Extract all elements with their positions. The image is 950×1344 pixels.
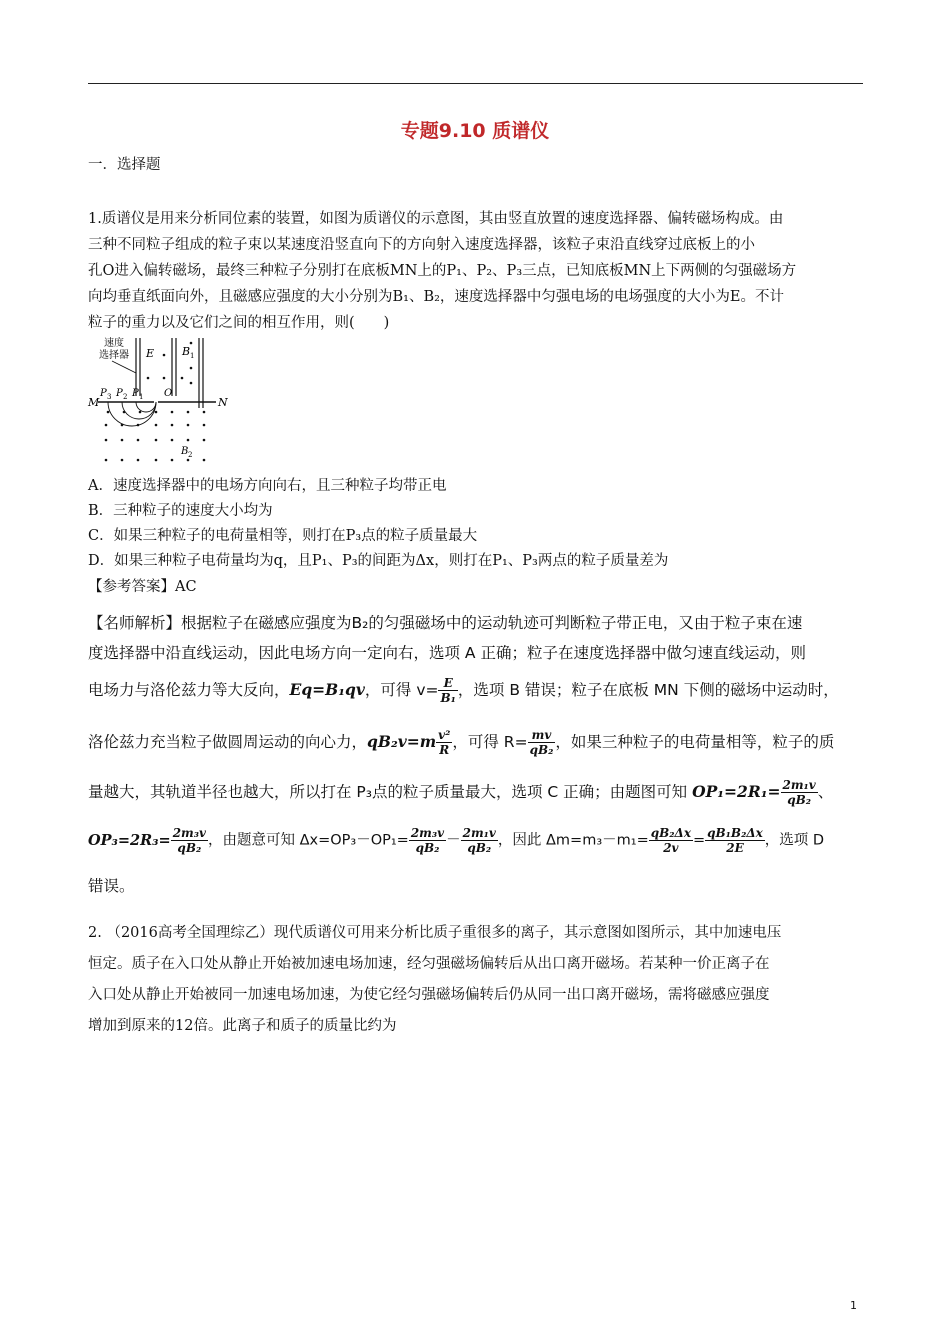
fraction-denominator: B₁: [440, 691, 456, 705]
analysis-text: 量越大，其轨道半径也越大，所以打在 P₃点的粒子质量最大，选项 C 正确；由题图可知: [88, 783, 693, 801]
figure-label-selector: 速度: [104, 338, 124, 349]
option-a: A．速度选择器中的电场方向向右，且三种粒子均带正电: [88, 478, 447, 494]
fraction: [781, 778, 818, 807]
question-2-line: 恒定。质子在入口处从静止开始被加速电场加速，经匀强磁场偏转后从出口离开磁场。若某种一价正离子在: [88, 956, 770, 972]
question-2-line: 2. （2016高考全国理综乙）现代质谱仪可用来分析比质子重很多的离子，其示意图如图所示，其中加速电压: [88, 925, 782, 941]
formula: qB₂v=m: [367, 732, 437, 751]
analysis-line: [88, 826, 868, 855]
figure-label-M: M: [88, 396, 100, 409]
question-1-line: 1.质谱仪是用来分析同位素的装置，如图为质谱仪的示意图，其由竖直放置的速度选择器、偏转磁场构成。由: [88, 211, 784, 227]
fraction-numerator: qB₁B₂Δx: [707, 826, 763, 840]
fraction-denominator: qB₂: [177, 841, 202, 855]
formula: OP₁=2R₁=: [692, 782, 781, 801]
fraction-numerator: 2m₁v: [462, 826, 496, 840]
analysis-line: [88, 641, 868, 663]
analysis-line: [88, 728, 868, 757]
question-1-line: 粒子的重力以及它们之间的相互作用，则( ): [88, 315, 390, 331]
analysis-text: ，由题意可知 Δx=OP₃－OP₁=: [207, 832, 409, 849]
figure-label-O: O: [164, 388, 173, 399]
analysis-text: ，选项 D: [764, 832, 825, 849]
fraction: [649, 826, 693, 855]
formula: OP₃=2R₃=: [88, 831, 171, 849]
fraction-numerator: v²: [438, 728, 451, 742]
fraction-denominator: qB₂: [529, 743, 554, 757]
fraction-numerator: 2m₃v: [410, 826, 445, 840]
figure-label-B1: B: [182, 345, 191, 358]
figure-label-P2: P: [116, 388, 123, 399]
figure-label-selector: 选择器: [99, 350, 129, 361]
question-1-line: 向均垂直纸面向外，且磁感应强度的大小分别为B₁、B₂，速度选择器中匀强电场的电场强度的大小为E。不计: [88, 289, 785, 305]
analysis-text: －: [446, 832, 461, 849]
analysis-text: 【名师解析】根据粒子在磁感应强度为B₂的匀强磁场中的运动轨迹可判断粒子带正电，又由于粒子束在速: [88, 614, 803, 632]
fraction-denominator: qB₂: [415, 841, 440, 855]
figure-label-P1: P: [132, 388, 139, 399]
fraction-numerator: E: [438, 676, 457, 691]
page-title: 专题9.10 质谱仪: [400, 120, 550, 142]
option-c: C．如果三种粒子的电荷量相等，则打在P₃点的粒子质量最大: [88, 528, 478, 544]
figure-label-P1-sub: 1: [139, 393, 144, 401]
analysis-text: 洛伦兹力充当粒子做圆周运动的向心力，: [88, 733, 368, 751]
figure-label-P3-sub: 3: [107, 393, 112, 401]
analysis-text: ，可得 R=: [452, 733, 528, 751]
question-2-line: 入口处从静止开始被同一加速电场加速，为使它经匀强磁场偏转后仍从同一出口离开磁场，需将磁感应强度: [88, 987, 770, 1003]
analysis-text: ，选项 B 错误；粒子在底板 MN 下侧的磁场中运动时，: [457, 681, 839, 699]
analysis-text: ，因此 Δm=m₃－m₁=: [497, 832, 649, 849]
figure-label-B2: B: [181, 446, 189, 457]
question-1-text: [88, 206, 864, 336]
analysis-line: [88, 611, 868, 633]
analysis-text: =: [692, 832, 706, 849]
figure-label-P3: P: [100, 388, 107, 399]
fraction-denominator: qB₂: [467, 841, 492, 855]
analysis-text: ，如果三种粒子的电荷量相等，粒子的质: [555, 733, 835, 751]
reference-answer: 【参考答案】AC: [88, 579, 197, 595]
mass-spectrometer-figure: [86, 333, 226, 468]
fraction-numerator: 2m₁v: [782, 778, 816, 792]
option-d: D．如果三种粒子电荷量均为q，且P₁、P₃的间距为Δx，则打在P₁、P₃两点的粒子质量差为: [88, 553, 669, 569]
fraction-numerator: 2m₃v: [172, 826, 206, 840]
header-rule: [88, 83, 863, 84]
question-1-line: 孔O进入偏转磁场，最终三种粒子分别打在底板MN上的P₁、P₂、P₃三点，已知底板MN上下两侧的匀强磁场方: [88, 263, 797, 279]
fraction: [409, 826, 446, 855]
figure-label-B1-sub: 1: [190, 352, 195, 360]
fraction-denominator: 2v: [663, 841, 679, 855]
fraction-numerator: qB₂Δx: [650, 826, 691, 840]
analysis-text: 、: [817, 783, 834, 801]
analysis-text: ，可得 v=: [364, 681, 439, 699]
fraction: [438, 676, 457, 705]
section-heading: 一．选择题: [88, 157, 161, 173]
figure-label-P2-sub: 2: [123, 393, 128, 401]
formula: Eq=B₁qv: [289, 680, 365, 699]
option-b: B．三种粒子的速度大小均为: [88, 503, 273, 519]
fraction: [528, 728, 556, 757]
fraction: [171, 826, 208, 855]
fraction-denominator: 2E: [726, 841, 744, 855]
page-number: 1: [850, 1299, 857, 1312]
question-2-text: [88, 918, 864, 1042]
analysis-line: [88, 874, 868, 896]
figure-label-N: N: [218, 396, 228, 409]
analysis-text: 错误。: [88, 877, 135, 895]
analysis-line: [88, 778, 868, 807]
fraction-numerator: mv: [528, 728, 556, 743]
fraction: [461, 826, 498, 855]
analysis-text: 电场力与洛伦兹力等大反向，: [88, 681, 290, 699]
figure-label-E: E: [146, 347, 155, 360]
figure-label-B2-sub: 2: [188, 451, 193, 459]
fraction: [705, 826, 765, 855]
analysis-text: 度选择器中沿直线运动，因此电场方向一定向右，选项 A 正确；粒子在速度选择器中做匀速直线运动，则: [88, 644, 806, 662]
question-2-line: 增加到原来的12倍。此离子和质子的质量比约为: [88, 1018, 397, 1034]
fraction-denominator: R: [439, 743, 450, 757]
question-1-line: 三种不同粒子组成的粒子束以某速度沿竖直向下的方向射入速度选择器，该粒子束沿直线穿过底板上的小: [88, 237, 755, 253]
fraction-denominator: qB₂: [787, 793, 812, 807]
fraction: [436, 728, 452, 757]
analysis-line: [88, 676, 868, 705]
